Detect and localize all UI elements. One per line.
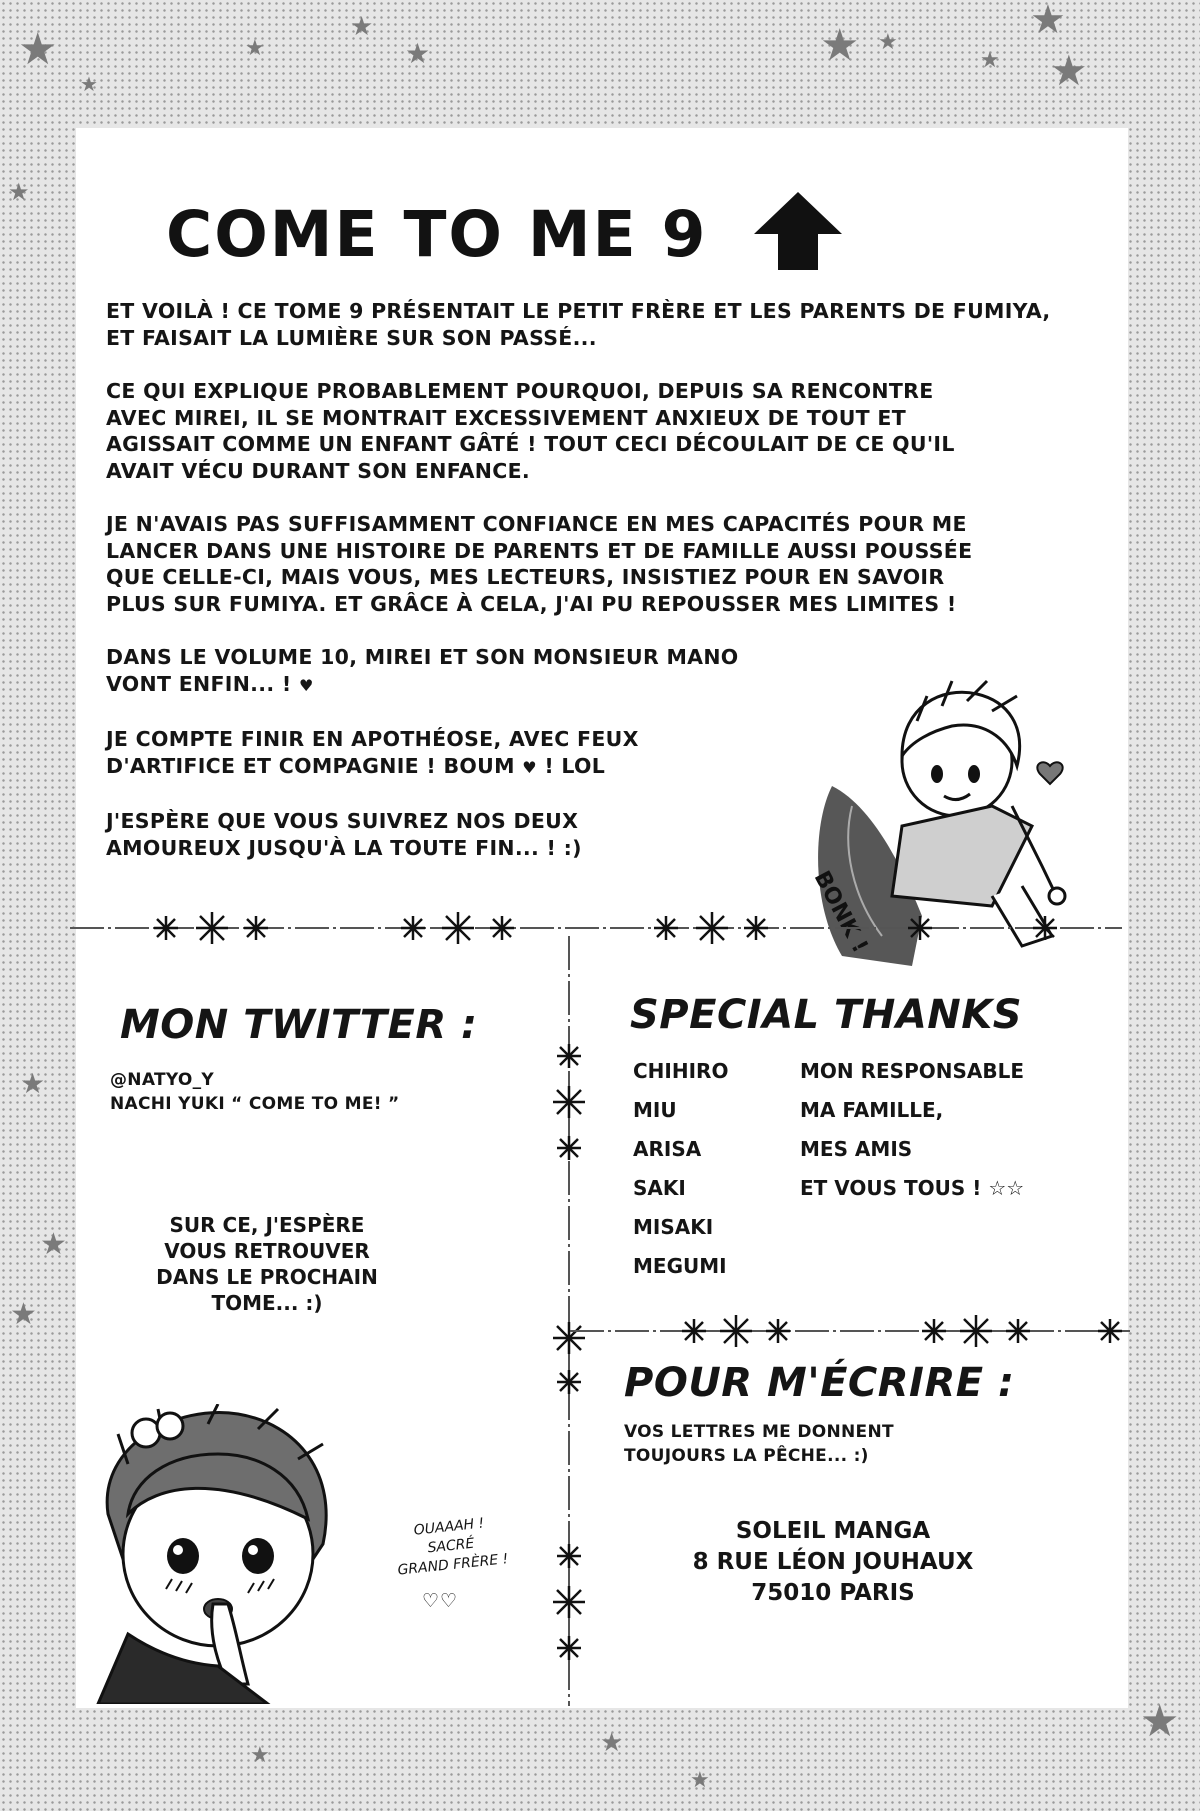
- address-line: 75010 PARIS: [751, 1580, 915, 1606]
- background-star-icon: ★: [20, 1067, 46, 1100]
- goodbye-line: TOME... :): [211, 1291, 323, 1315]
- intro-paragraph: [106, 726, 746, 781]
- hearts-icon: ♡♡: [422, 1590, 459, 1612]
- heart-icon: ♥: [522, 757, 537, 777]
- background-star-icon: ★: [350, 12, 374, 42]
- letters-line: TOUJOURS LA PÊCHE... :): [624, 1446, 869, 1466]
- background-star-icon: ★: [878, 30, 898, 55]
- thanks-name: [800, 1169, 1024, 1208]
- thanks-name: MON RESPONSABLE: [800, 1059, 1025, 1083]
- background-star-icon: ★: [80, 72, 98, 96]
- volume-10-text: DANS LE VOLUME 10, MIREI ET SON MONSIEUR MANO VONT ENFIN... !: [106, 645, 739, 696]
- divider-line: [570, 1314, 1130, 1348]
- background-star-icon: ★: [405, 37, 431, 70]
- intro-paragraph: ET VOILÀ ! CE TOME 9 PRÉSENTAIT LE PETIT FRÈRE ET LES PARENTS DE FUMIYA, ET FAISAIT LA LUMIÈRE SUR SON PASSÉ...: [106, 299, 1051, 350]
- twitter-info: [110, 1068, 399, 1116]
- heart-icon: ♥: [298, 675, 314, 695]
- intro-paragraph: J'ESPÈRE QUE VOUS SUIVREZ NOS DEUX AMOUREUX JUSQU'À LA TOUTE FIN... ! :): [106, 809, 582, 860]
- thanks-name: ARISA: [633, 1137, 702, 1161]
- goodbye-line: DANS LE PROCHAIN: [156, 1265, 378, 1289]
- intro-paragraph: [106, 644, 746, 699]
- up-arrow-icon: [752, 190, 844, 272]
- goodbye-line: VOUS RETROUVER: [164, 1239, 370, 1263]
- background-star-icon: ★: [250, 1743, 270, 1768]
- background-star-icon: ★: [8, 178, 30, 206]
- background-star-icon: ★: [820, 20, 860, 71]
- page-title: COME TO ME 9: [166, 198, 708, 271]
- background-star-icon: ★: [18, 24, 58, 75]
- special-thanks-title: SPECIAL THANKS: [630, 992, 1023, 1038]
- speech-line: OUAAAH !: [413, 1515, 485, 1539]
- background-star-icon: ★: [980, 48, 1000, 73]
- thanks-name: MES AMIS: [800, 1137, 913, 1161]
- intro-paragraph: CE QUI EXPLIQUE PROBABLEMENT POURQUOI, DEPUIS SA RENCONTRE AVEC MIREI, IL SE MONTRAIT EXCESSIVEMENT ANXIEUX DE TOUT ET AGISSAIT COMME UN ENFANT GÂTÉ ! TOUT CECI DÉCOULAIT DE CE QU'IL AVAIT VÉCU DURANT SON ENFANCE.: [106, 379, 955, 483]
- background-star-icon: ★: [1050, 46, 1088, 95]
- thanks-name: MIU: [633, 1098, 677, 1122]
- thanks-name: MISAKI: [633, 1215, 714, 1239]
- intro-paragraph: JE N'AVAIS PAS SUFFISAMMENT CONFIANCE EN MES CAPACITÉS POUR ME LANCER DANS UNE HISTOIRE DE PARENTS ET DE FAMILLE AUSSI POUSSÉE QUE CELLE-CI, MAIS VOUS, MES LECTEURS, INSISTIEZ POUR EN SAVOIR PLUS SUR FUMIYA. ET GRÂCE À CELA, J'AI PU REPOUSSER MES LIMITES !: [106, 512, 973, 616]
- thanks-name-text: ET VOUS TOUS !: [800, 1176, 982, 1200]
- thanks-names-right: [800, 1052, 1024, 1208]
- postal-address: [688, 1516, 978, 1609]
- twitter-title: MON TWITTER :: [120, 1002, 478, 1048]
- content-panel: [76, 128, 1128, 1708]
- letters-message: [624, 1420, 894, 1468]
- thanks-name: MEGUMI: [633, 1254, 727, 1278]
- background-star-icon: ★: [690, 1768, 710, 1793]
- stars-icon: ☆☆: [988, 1176, 1025, 1200]
- little-brother-illustration: [68, 1404, 368, 1704]
- thanks-name: MA FAMILLE,: [800, 1098, 944, 1122]
- address-line: 8 RUE LÉON JOUHAUX: [692, 1549, 974, 1575]
- background-star-icon: ★: [10, 1297, 37, 1332]
- lol-text: ! LOL: [544, 753, 606, 778]
- speech-line: SACRÉ: [426, 1535, 476, 1557]
- twitter-account: NACHI YUKI “ COME TO ME! ”: [110, 1094, 400, 1114]
- background-star-icon: ★: [600, 1728, 624, 1758]
- speech-bubble: [373, 1510, 528, 1582]
- divider-line: [70, 911, 1122, 945]
- twitter-handle: @NATYO_Y: [110, 1070, 215, 1090]
- speech-line: GRAND FRÈRE !: [396, 1551, 510, 1579]
- background-star-icon: ★: [1140, 1696, 1180, 1747]
- thanks-name: SAKI: [633, 1176, 686, 1200]
- goodbye-line: SUR CE, J'ESPÈRE: [169, 1213, 365, 1237]
- background-star-icon: ★: [40, 1227, 67, 1262]
- thanks-names-left: [633, 1052, 728, 1286]
- thanks-name: CHIHIRO: [633, 1059, 729, 1083]
- background-star-icon: ★: [245, 36, 265, 61]
- write-to-me-title: POUR M'ÉCRIRE :: [624, 1360, 1015, 1406]
- finale-text: JE COMPTE FINIR EN APOTHÉOSE, AVEC FEUX D'ARTIFICE ET COMPAGNIE ! BOUM: [106, 727, 639, 778]
- address-line: SOLEIL MANGA: [735, 1518, 931, 1544]
- goodbye-message: [156, 1212, 378, 1316]
- letters-line: VOS LETTRES ME DONNENT: [624, 1422, 894, 1442]
- bonk-sound-effect: BONK !: [808, 867, 873, 958]
- background-star-icon: ★: [1030, 0, 1066, 43]
